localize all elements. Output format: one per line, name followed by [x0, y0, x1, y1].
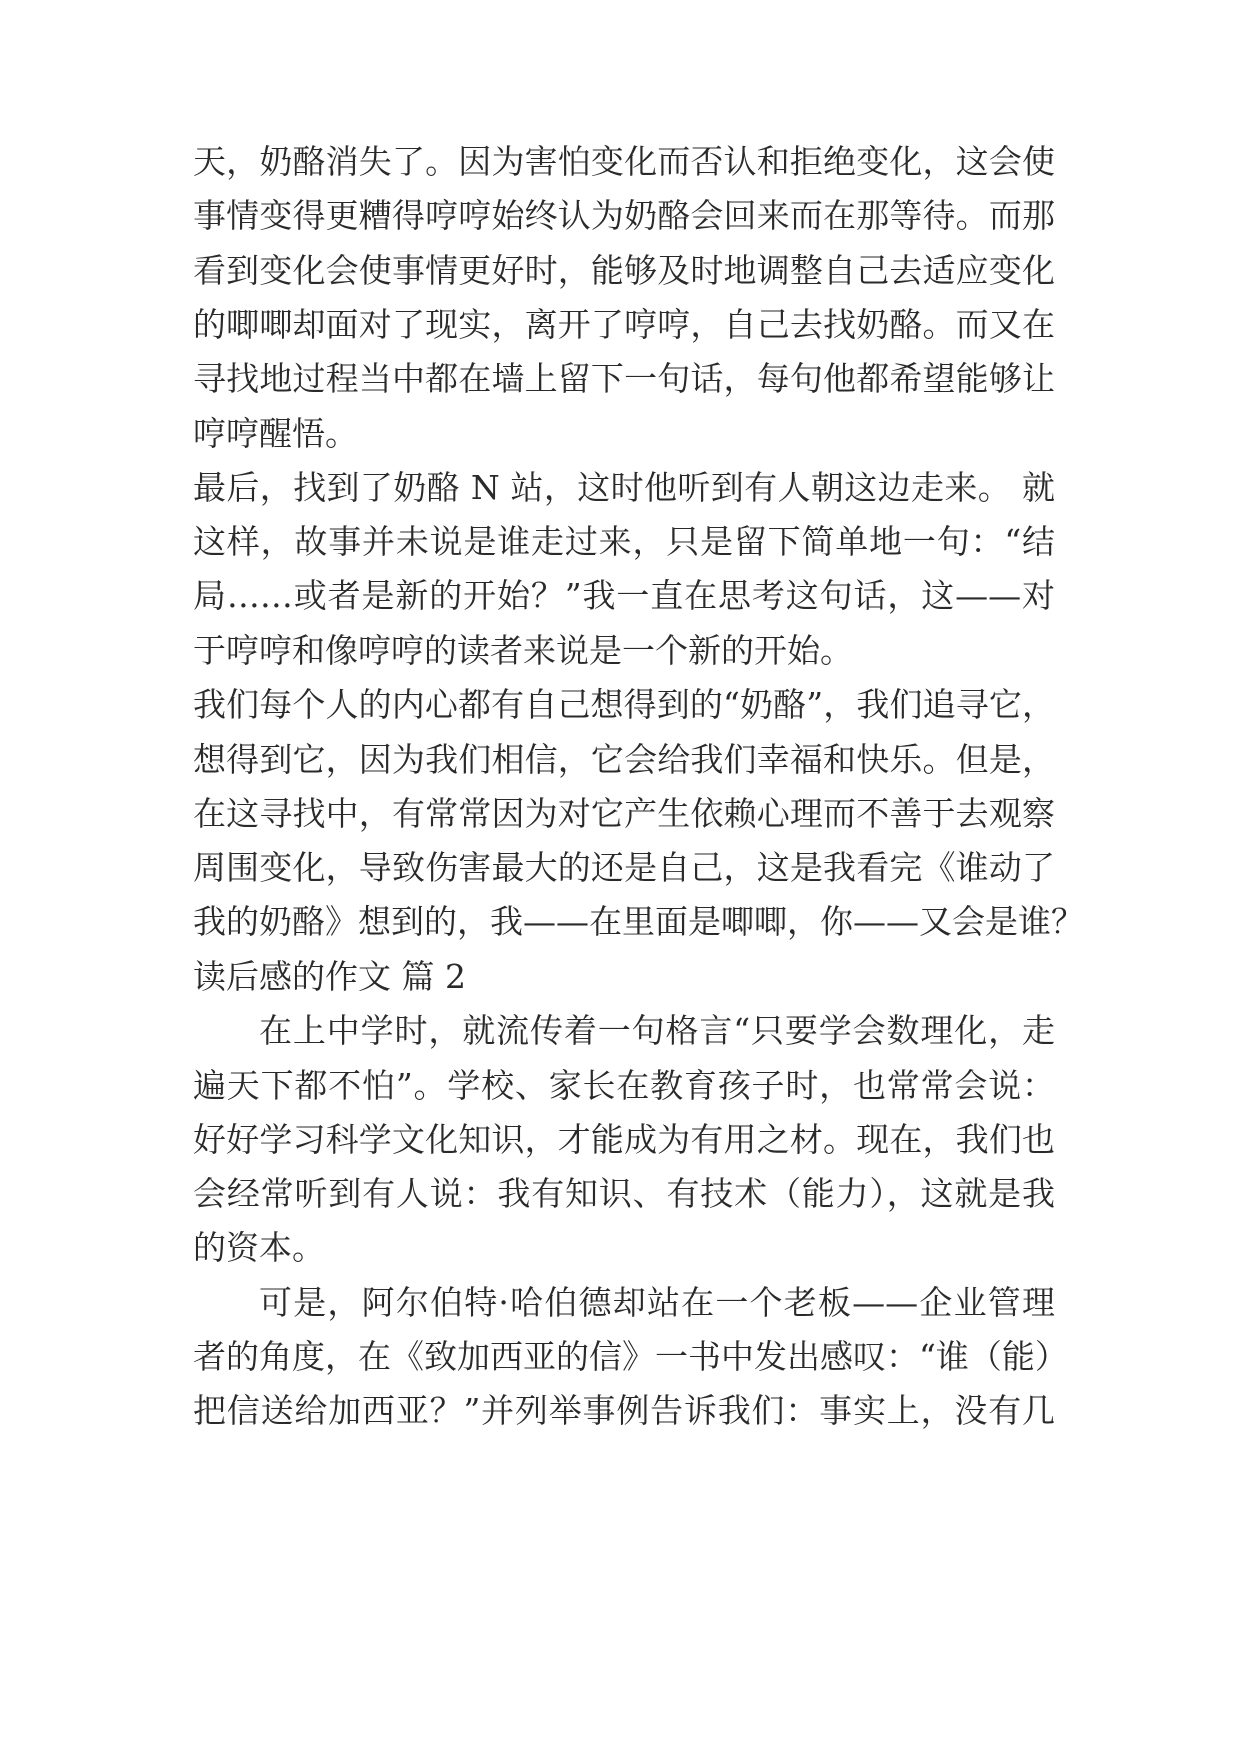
text-line: 把信送给加西亚？”并列举事例告诉我们：事实上，没有几: [193, 1391, 1055, 1430]
text-line: 想得到它，因为我们相信，它会给我们幸福和快乐。但是，: [193, 740, 1055, 779]
text-line: 好好学习科学文化知识，才能成为有用之材。现在，我们也: [193, 1120, 1055, 1159]
text-line: 在上中学时，就流传着一句格言“只要学会数理化，走: [259, 1011, 1055, 1050]
text-line: 最后，找到了奶酪 N 站，这时他听到有人朝这边走来。 就: [193, 468, 1055, 507]
section-heading: 读后感的作文 篇 2: [193, 957, 466, 996]
text-line: 周围变化，导致伤害最大的还是自己，这是我看完《谁动了: [193, 848, 1055, 887]
text-line: 者的角度，在《致加西亚的信》一书中发出感叹：“谁（能）: [193, 1337, 1068, 1376]
text-line: 我的奶酪》想到的，我——在里面是唧唧，你——又会是谁？: [193, 902, 1084, 941]
text-line: 可是，阿尔伯特·哈伯德却站在一个老板——企业管理: [259, 1283, 1055, 1322]
text-line: 遍天下都不怕”。学校、家长在教育孩子时，也常常会说：: [193, 1066, 1055, 1105]
text-line: 我们每个人的内心都有自己想得到的“奶酪”，我们追寻它，: [193, 685, 1055, 724]
text-line: 于哼哼和像哼哼的读者来说是一个新的开始。: [193, 631, 853, 670]
text-line: 天，奶酪消失了。因为害怕变化而否认和拒绝变化，这会使: [193, 142, 1055, 181]
text-line: 寻找地过程当中都在墙上留下一句话，每句他都希望能够让: [193, 359, 1055, 398]
text-line: 的资本。: [193, 1228, 325, 1267]
text-line: 哼哼醒悟。: [193, 414, 358, 453]
text-line: 事情变得更糟得哼哼始终认为奶酪会回来而在那等待。而那: [193, 196, 1055, 235]
text-line: 会经常听到有人说：我有知识、有技术（能力），这就是我: [193, 1174, 1055, 1213]
text-line: 局……或者是新的开始？”我一直在思考这句话，这——对: [193, 576, 1055, 615]
text-line: 看到变化会使事情更好时，能够及时地调整自己去适应变化: [193, 251, 1055, 290]
text-line: 在这寻找中，有常常因为对它产生依赖心理而不善于去观察: [193, 794, 1055, 833]
text-line: 的唧唧却面对了现实，离开了哼哼，自己去找奶酪。而又在: [193, 305, 1055, 344]
text-line: 这样，故事并未说是谁走过来，只是留下简单地一句：“结: [193, 522, 1055, 561]
